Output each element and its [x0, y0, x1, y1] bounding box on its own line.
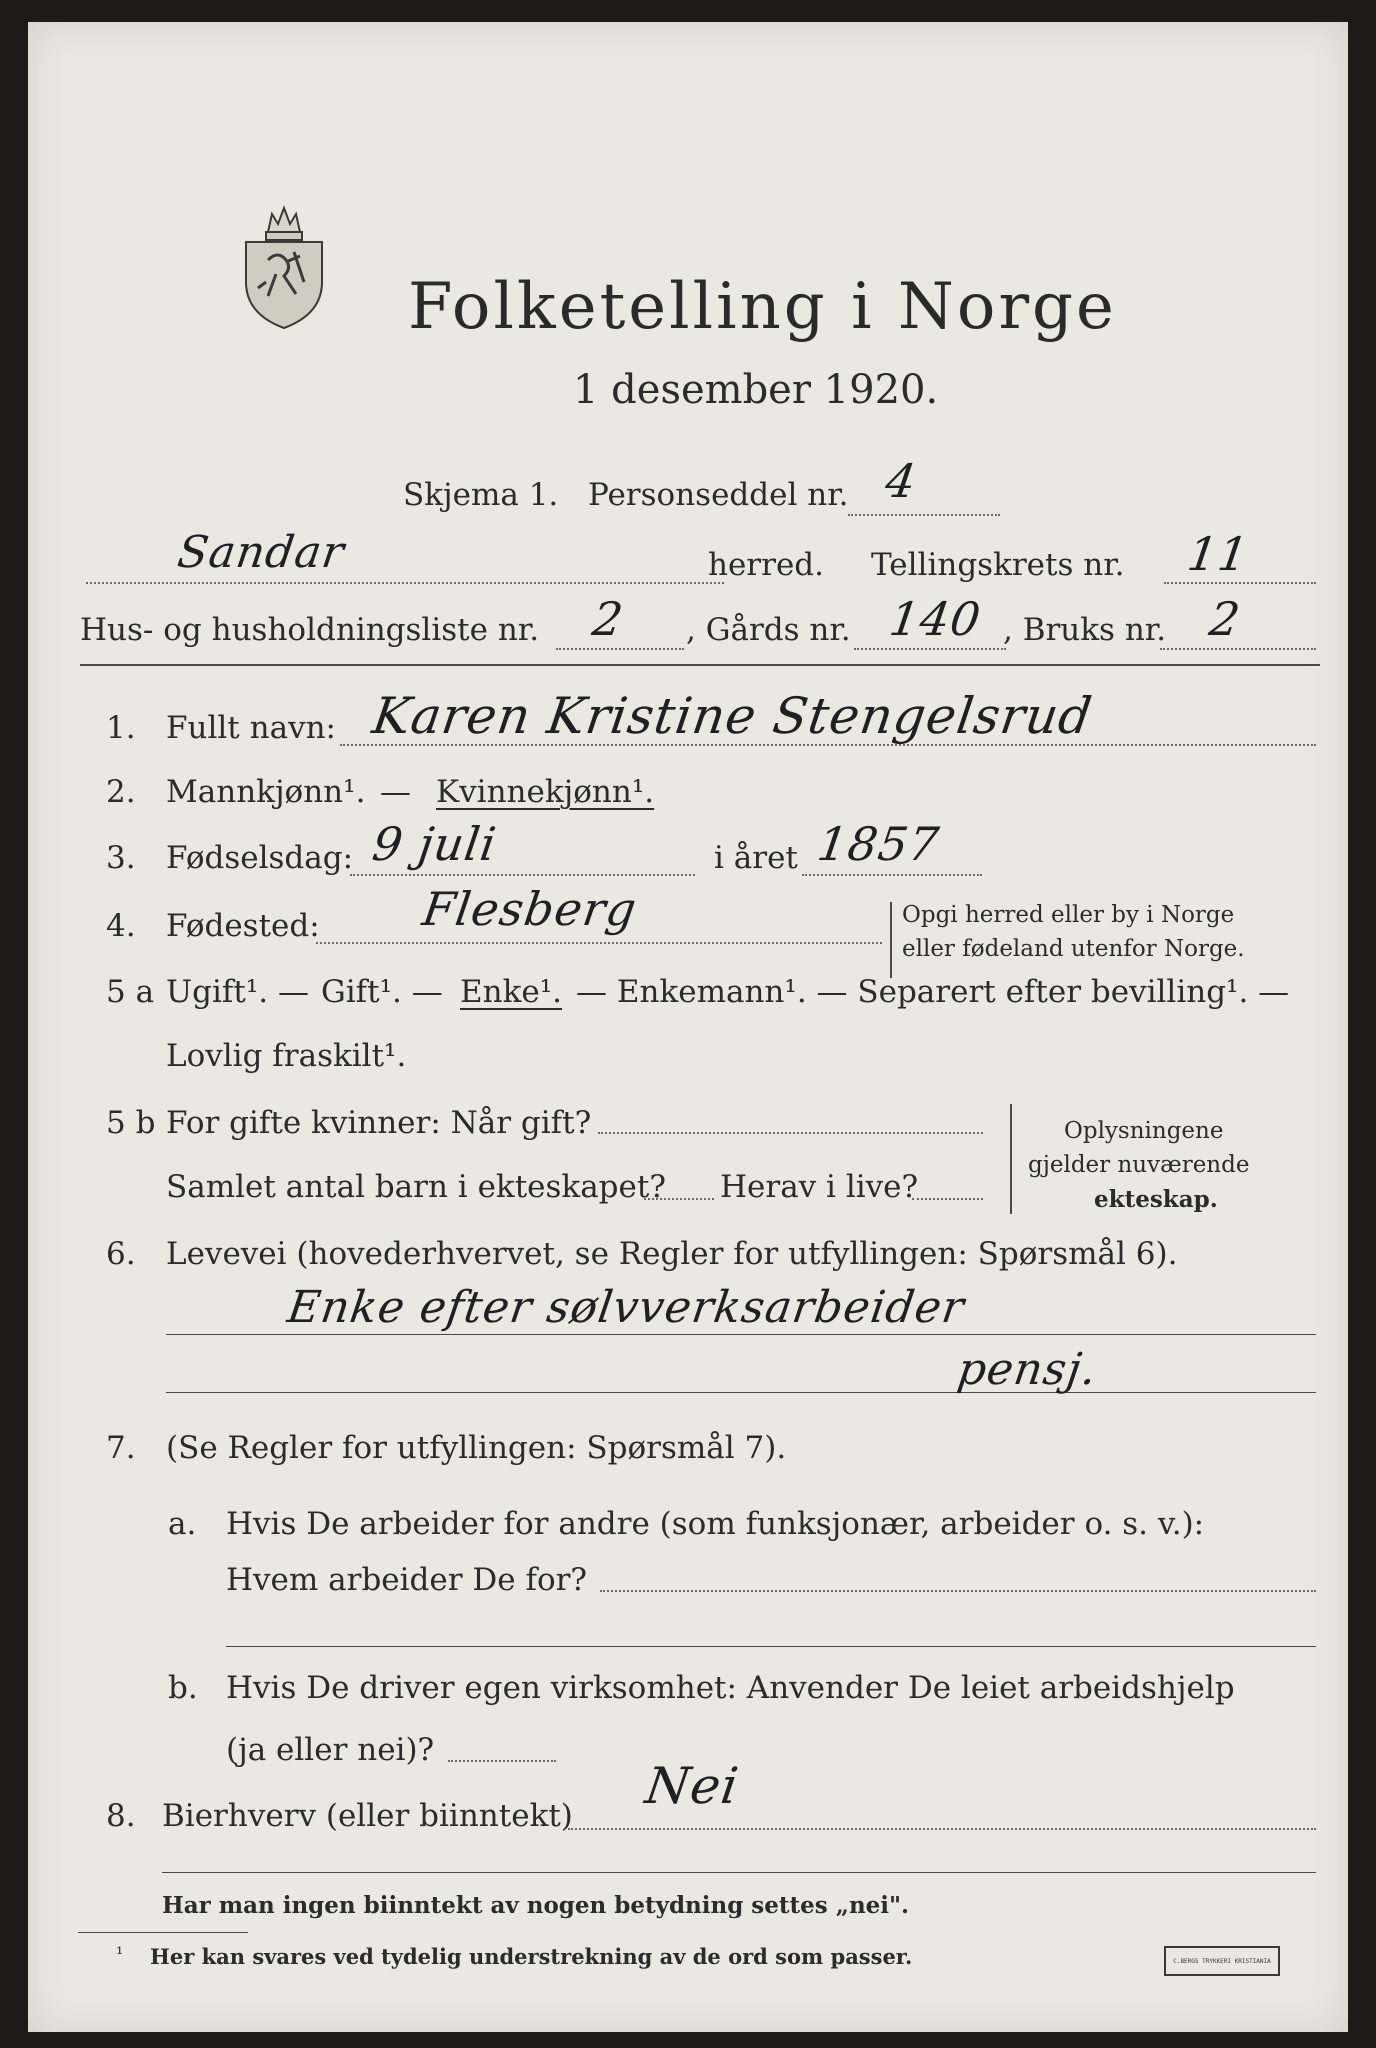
q5a-number: 5 a [106, 974, 155, 1010]
q6-number: 6. [106, 1236, 136, 1272]
occupation-value-line2[interactable]: pensj. [954, 1344, 1101, 1395]
footnote-text: Her kan svares ved tydelig understrekning av de ord som passer. [150, 1944, 913, 1969]
enke-option[interactable]: Enke¹. [460, 974, 563, 1010]
q7-number: 7. [106, 1430, 136, 1466]
coat-of-arms-icon [238, 202, 330, 332]
gards-value[interactable]: 140 [886, 592, 985, 646]
employer-label: Hvem arbeider De for? [226, 1562, 588, 1598]
gards-label: , Gårds nr. [686, 612, 851, 648]
skjema-label: Skjema 1. [403, 477, 559, 513]
q6-label: Levevei (hovederhvervet, se Regler for utfyllingen: Spørsmål 6). [166, 1236, 1178, 1272]
children-alive-label: Herav i live? [720, 1169, 919, 1205]
census-date: 1 desember 1920. [573, 367, 939, 413]
q8-label: Bierhverv (eller biinntekt) [162, 1798, 573, 1834]
q7b-letter: b. [168, 1670, 198, 1706]
q1-number: 1. [106, 710, 136, 746]
q7b-text: Hvis De driver egen virksomhet: Anvender De leiet arbeidshjelp [226, 1670, 1235, 1706]
q5b-note-line2: gjelder nuværende [1028, 1152, 1250, 1178]
kvinnekjonn-option[interactable]: Kvinnekjønn¹. [436, 774, 655, 810]
full-name-value[interactable]: Karen Kristine Stengelsrud [368, 687, 1096, 745]
birthplace-value[interactable]: Flesberg [419, 882, 641, 936]
q5b-number: 5 b [106, 1105, 156, 1141]
tellingskrets-label: Tellingskrets nr. [871, 547, 1125, 583]
printer-stamp [1164, 1946, 1280, 1976]
herred-label: herred. [708, 547, 824, 583]
gift-option[interactable]: Gift¹. — [321, 974, 443, 1010]
q1-label: Fullt navn: [166, 710, 336, 746]
personseddel-label: Personseddel nr. [588, 477, 849, 513]
q3-number: 3. [106, 840, 136, 876]
year-label: i året [714, 840, 798, 876]
form-title: Folketelling i Norge [408, 270, 1117, 344]
q2-dash: — [380, 774, 411, 810]
bruks-value[interactable]: 2 [1206, 592, 1245, 646]
marital-other-options[interactable]: — Enkemann¹. — Separert efter bevilling¹. — [576, 974, 1290, 1010]
header-divider [80, 664, 1320, 666]
bruks-label: , Bruks nr. [1003, 612, 1167, 648]
q7a-letter: a. [168, 1506, 197, 1542]
q7-label: (Se Regler for utfyllingen: Spørsmål 7). [166, 1430, 787, 1466]
q5b-note-line3: ekteskap. [1094, 1186, 1218, 1213]
hus-value[interactable]: 2 [589, 592, 628, 646]
census-form-page [28, 22, 1348, 2032]
printer-stamp-text: C.BERGS TRYKKERI KRISTIANIA [1173, 1957, 1271, 1965]
side-income-value[interactable]: Nei [641, 1757, 743, 1815]
q4-note-line1: Opgi herred eller by i Norge [902, 902, 1235, 928]
q8-number: 8. [106, 1798, 136, 1834]
ugift-option[interactable]: Ugift¹. — [166, 974, 309, 1010]
when-married-label: For gifte kvinner: Når gift? [166, 1105, 592, 1141]
q7a-text: Hvis De arbeider for andre (som funksjonær, arbeider o. s. v.): [226, 1506, 1205, 1542]
footnote-mark: ¹ [116, 1944, 124, 1965]
q4-label: Fødested: [166, 908, 320, 944]
no-income-note: Har man ingen biinntekt av nogen betydning settes „nei". [162, 1892, 910, 1919]
lovlig-fraskilt-option[interactable]: Lovlig fraskilt¹. [166, 1038, 407, 1074]
children-count-label: Samlet antal barn i ekteskapet? [166, 1169, 666, 1205]
q4-note-line2: eller fødeland utenfor Norge. [902, 936, 1245, 962]
tellingskrets-value[interactable]: 11 [1184, 527, 1253, 581]
personseddel-value[interactable]: 4 [882, 454, 921, 508]
q3-label: Fødselsdag: [166, 840, 354, 876]
q2-number: 2. [106, 774, 136, 810]
birth-year-value[interactable]: 1857 [814, 817, 943, 871]
q4-number: 4. [106, 908, 136, 944]
birthday-value[interactable]: 9 juli [369, 817, 500, 871]
occupation-value-line1[interactable]: Enke efter sølvverksarbeider [284, 1282, 968, 1333]
q5b-note-line1: Oplysningene [1064, 1118, 1224, 1144]
hus-label: Hus- og husholdningsliste nr. [80, 612, 540, 648]
hired-help-label: (ja eller nei)? [226, 1732, 435, 1768]
mannkjonn-option[interactable]: Mannkjønn¹. [166, 774, 366, 810]
herred-value[interactable]: Sandar [174, 527, 348, 578]
